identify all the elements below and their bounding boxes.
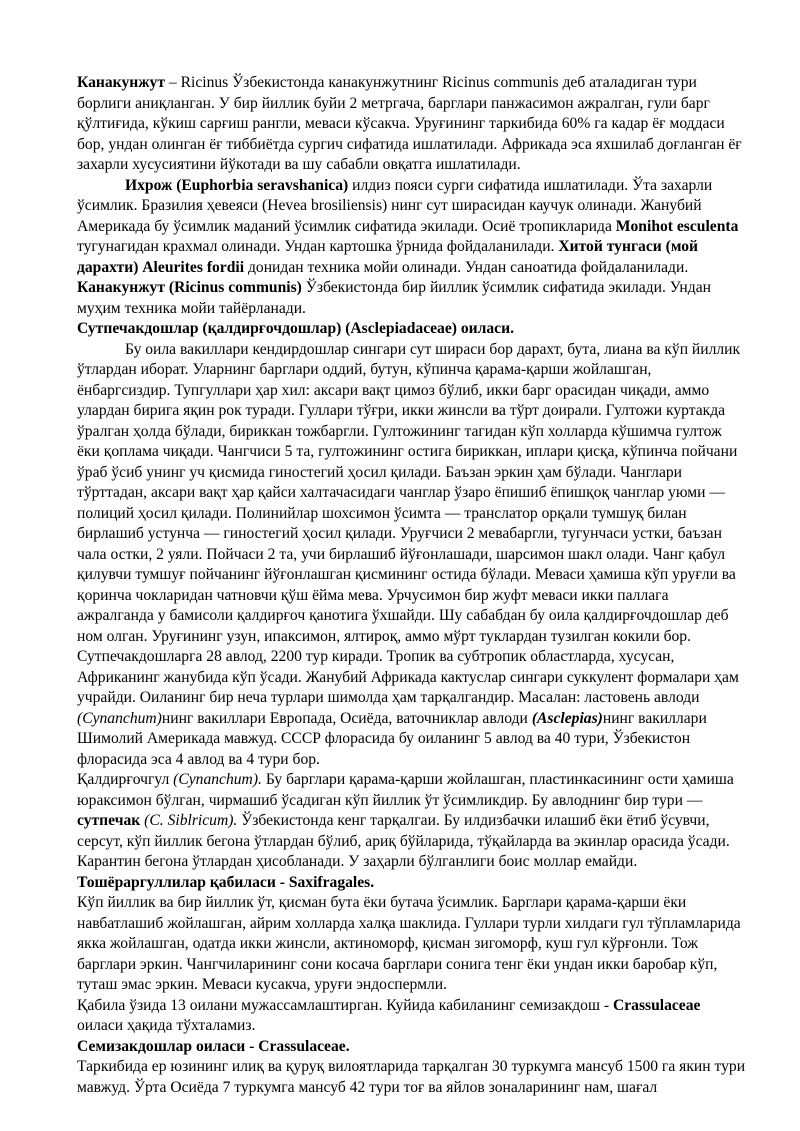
families-text-1: Қабила ўзида 13 оилани мужассамлаштирган. Куйида кабиланинг семизакдош - [77, 996, 613, 1014]
paragraph-cynanchum [77, 770, 748, 873]
paragraph-saxifragales-description: Кўп йиллик ва бир йиллик ўт, қисман бута ёки бутача ўсимлик. Барглари қарама-қарши ёки навбатлашиб жойлашган, айрим холларда халқа шаклида. Гуллари турли хилдаги гул тўпламларида якка жойлашган, одатда икки жинсли, актиноморф, қисман зигоморф, куш гул кўрғонли. Тож барглари эркин. Чангчиларининг сони косача барглари сонига тенг ёки ундан икки баробар кўп, туташ эмас эркин. Меваси кусакча, уруғи эндоспермли. [77, 894, 741, 993]
tung-text: донидан техника мойи олинади. Ундан саноатида фойдаланилади. [244, 258, 689, 276]
taxon-cynanchum-2: (Cynanchum). [173, 771, 262, 788]
families-text-2: оиласи ҳақида тўхталамиз. [77, 1017, 256, 1034]
heading-crassulaceae-text: Семизакдошлар оиласи - Crassulaceae. [77, 1037, 350, 1055]
term-tung-tree: Хитой тунгаси (мой дарахти) Aleurites fordii [77, 238, 699, 276]
taxon-asclepias: (Asclepias) [531, 709, 603, 727]
cynanchum-text-3: Ўзбекистонда кенг тарқалгаи. Бу илдизбачки илашиб ёки ётиб ўсувчи, серсут, кўп йиллик бегона ўтлардан бўлиб, ариқ бўйларида, тўқайларда ва экинлар орасида ўсади. Карантин бегона ўтлардан ҳисобланади. У заҳарли бўлганлиги боис моллар емайди. [77, 812, 730, 870]
paragraph-crassulaceae-description: Таркибида ер юзининг илиқ ва қуруқ вилоятларида тарқалган 30 туркумга мансуб 1500 га якин тури мавжуд. Ўрта Осиёда 7 туркумга мансуб 42 тури тоғ ва яйлов зоналарининг нам, шағал [77, 1058, 746, 1096]
castor-bean-text: – Ricinus Ўзбекистонда канакунжутнинг Ricinus communis деб аталадиган тури борлиги аниқланган. У бир йиллик буйи 2 метргача, барглари панжасимон ажралган, гули барг қўлтиғида, кўкиш сарғиш рангли, меваси кўсакча. Уруғининг таркибида 60% га кадар ёғ моддаси бор, ундан олинган ёғ тиббиётда сургич сифатида ишлатилади. Африкада эса яхшилаб доғланган ёғ захарли хусусиятини йўкотади ва шу сабабли овқатга ишлатилади. [77, 74, 742, 173]
term-castor-bean: Канакунжут [77, 74, 165, 91]
heading-saxifragales [77, 873, 748, 894]
term-ricinus: Канакунжут (Ricinus communis) [77, 279, 302, 296]
taxon-cynanchum: (Cynanchum) [77, 709, 162, 727]
paragraph-saxifragales-families [77, 996, 748, 1037]
paragraph-asclepiadaceae-description: Бу оила вакиллари кендирдошлар сингари сут шираси бор дарахт, бута, лиана ва кўп йиллик ўтлардан иборат. Уларнинг барглари оддий, бутун, кўпинча қарама-қарши жойлашган, ёнбаргсиздир. Тупгуллари ҳар хил: аксари вақт цимоз бўлиб, икки барг орасидан чиқади, аммо улардан бирига яқин рок туради. Гуллари тўғри, икки жинсли ва тўрт доирали. Гултожи куртакда ўралган ҳолда бўлади, бириккан тожбаргли. Гултожининг тагидан кўп холларда кўшимча гултож ёки қоплама чиқади. Чангчиси 5 та, гултожининг остига бириккан, иплари қисқа, кўпинча пойчани ўраб ўсиб унинг уч қисмида гиностегий ҳосил қилади. Баъзан эркин ҳам бўлади. Чанглари тўрттадан, аксари вақт ҳар қайси халтачасидаги чанглар ўзаро ёпишиб ёпишқоқ чанглар уюми — полиций ҳосил қилади. Полинийлар шохсимон ўсимта — транслатор орқали тумшуқ билан бирлашиб устунча — гиностегий ҳосил қилади. Уруғчиси 2 мевабаргли, тугунчаси устки, баъзан чала остки, 2 уяли. Пойчаси 2 та, учи бирлашиб йўғонлашади, шарсимон шакл олади. Чанг қабул қилувчи тумшуғ пойчанинг йўғонлашган қисмининг остида бўлади. Меваси ҳамиша кўп уруғли ва қоринча чокларидан чатновчи қўш ёйма мева. Урчусимон бир жуфт меваси икки паллага ажралганда у бамисоли қалдирғоч қанотига ўхшайди. Шу сабабдан бу оила қалдирғочдошлар деб ном олган. Уруғининг узун, ипаксимон, ялтироқ, аммо мўрт туклардан тузилган кокили бор. [77, 340, 741, 645]
distribution-text-1: Сутпечакдошларга 28 авлод, 2200 тур киради. Тропик ва субтропик областларда, хусусан, Африканинг жанубида кўп ўсади. Жанубий Африкада кактуслар сингари суккулент формалари ҳам учрайди. Оиланинг бир неча турлари шимолда ҳам тарқалгандир. Масалан: ластовень авлоди [77, 648, 739, 706]
heading-saxifragales-text: Тошёраргуллилар қабиласи - Saxifragales. [77, 873, 375, 891]
ricinus-text: Ўзбекистонда бир йиллик ўсимлик сифатида экилади. Ундан муҳим техника мойи тайёрланади. [77, 279, 711, 317]
paragraph-asclepiadaceae-distribution [77, 647, 748, 770]
term-euphorbia: Ихрож (Euphorbia seravshanica) [125, 176, 349, 194]
distribution-text-2: нинг вакиллари Европада, Осиёда, ваточниклар авлоди [161, 709, 532, 727]
manihot-text: тугунагидан крахмал олинади. Ундан картошка ўрнида фойдаланилади. [77, 238, 559, 255]
paragraph-euphorbia [77, 176, 748, 320]
heading-crassulaceae [77, 1037, 748, 1058]
taxon-c-sibiricum: (C. Siblricum). [144, 812, 238, 829]
heading-asclepiadaceae-text: Сутпечакдошлар (қалдирғочдошлар) (Asclepiadaceae) оиласи. [77, 320, 514, 337]
term-crassulaceae: Crassulaceae [612, 996, 701, 1014]
term-sutpechak: сутпечак [77, 812, 141, 829]
cynanchum-text-1: Қалдирғочгул [77, 771, 174, 788]
distribution-text-3: нинг вакиллари Шимолий Америкада мавжуд. СССР флорасида бу оиланинг 5 авлод ва 40 тури, Ўзбекистон флорасида эса 4 авлод ва 4 тури бор. [77, 709, 707, 768]
cynanchum-text-2: Бу барглари қарама-қарши жойлашган, пластинкасининг ости ҳамиша юраксимон бўлган, чирмашиб ўсадиган кўп йиллик ўт ўсимликдир. Бу авлоднинг бир тури — [77, 771, 734, 809]
euphorbia-text: илдиз пояси сурги сифатида ишлатилади. Ўта захарли ўсимлик. Бразилия ҳевеяси (Hevea brosiliensis) нинг сут ширасидан каучук олинади. Жанубий Америкада бу ўсимлик маданий ўсимлик сифатида экилади. Осиё тропикларида [77, 176, 713, 235]
paragraph-castor-bean [77, 73, 748, 176]
term-manihot: Monihot esculenta [615, 217, 739, 235]
heading-asclepiadaceae [77, 319, 748, 340]
